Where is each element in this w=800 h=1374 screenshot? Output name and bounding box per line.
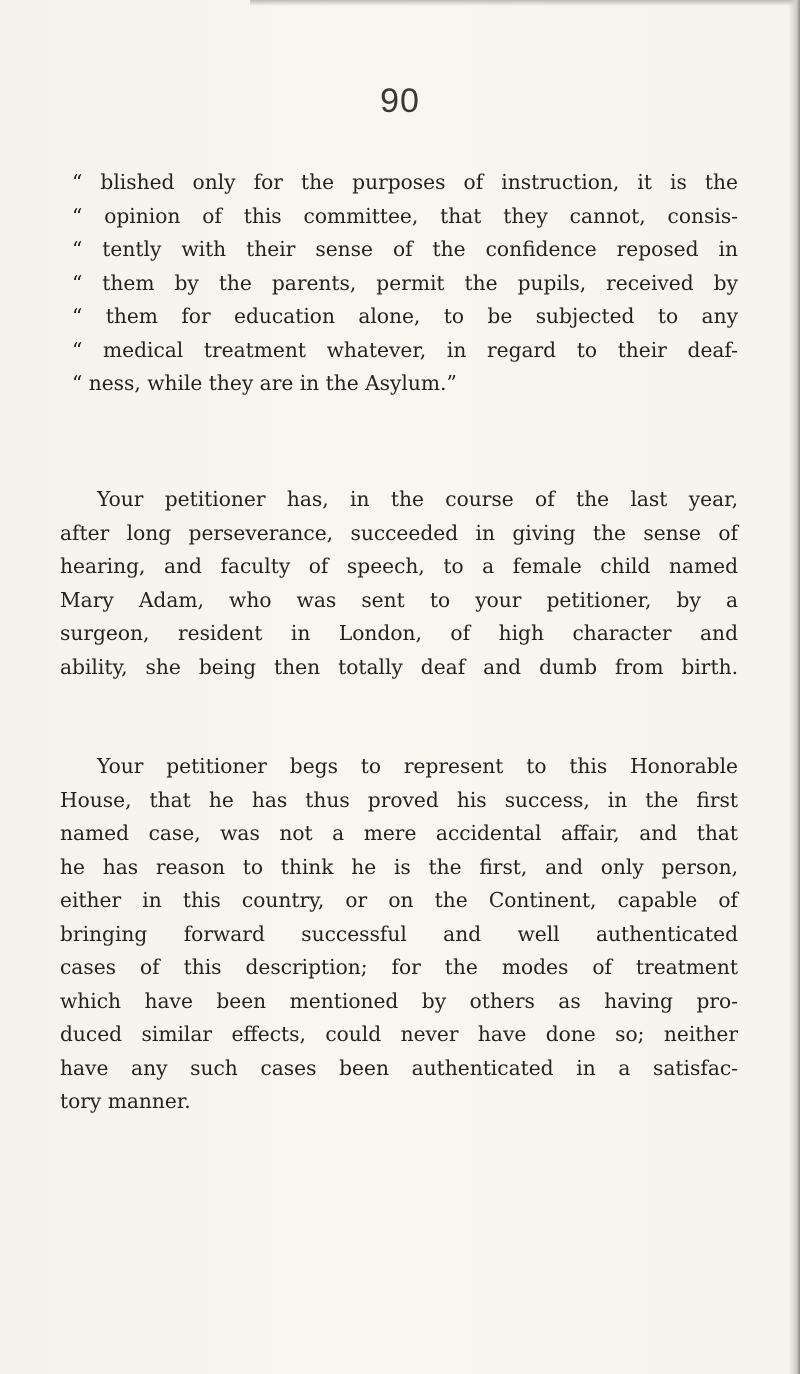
paragraph-petitioner-represents <box>60 750 738 1119</box>
text-line: he has reason to think he is the first, and only person, <box>60 854 738 879</box>
text-line: cases of this description; for the modes of treatment <box>60 955 738 979</box>
text-line: have any such cases been authenticated in a satisfac- <box>60 1055 738 1080</box>
text-line: surgeon, resident in London, of high character and <box>60 621 738 645</box>
text-line: Mary Adam, who was sent to your petitioner, by a <box>60 587 738 612</box>
text-line: which have been mentioned by others as having pro- <box>60 988 738 1013</box>
text-line: House, that he has thus proved his success, in the first <box>60 787 738 812</box>
text-line: Your petitioner has, in the course of the last year, <box>97 487 738 511</box>
page-right-edge <box>788 0 800 1374</box>
text-line: “ blished only for the purposes of instruction, it is the <box>72 170 738 194</box>
text-line: Your petitioner begs to represent to this Honorable <box>97 754 738 778</box>
text-line: tory manner. <box>60 1089 191 1113</box>
text-line: ability, she being then totally deaf and dumb from birth. <box>60 654 738 679</box>
text-line: “ them for education alone, to be subjected to any <box>72 304 738 328</box>
text-line: named case, was not a mere accidental affair, and that <box>60 821 738 845</box>
text-line: duced similar effects, could never have done so; neither <box>60 1022 738 1046</box>
text-line: “ opinion of this committee, that they cannot, consis- <box>72 203 738 228</box>
text-line: “ medical treatment whatever, in regard to their deaf- <box>72 337 738 362</box>
text-line: after long perseverance, succeeded in giving the sense of <box>60 520 738 545</box>
text-line: “ ness, while they are in the Asylum.” <box>72 371 457 395</box>
text-line: “ them by the parents, permit the pupils, received by <box>72 270 738 295</box>
text-line: “ tently with their sense of the confidence reposed in <box>72 237 738 261</box>
page-top-shadow <box>250 0 800 6</box>
paragraph-petitioner-success <box>60 483 738 684</box>
quoted-resolution <box>60 166 738 401</box>
page-number: 90 <box>380 82 420 120</box>
text-line: bringing forward successful and well authenticated <box>60 921 738 946</box>
text-line: hearing, and faculty of speech, to a female child named <box>60 554 738 578</box>
text-line: either in this country, or on the Continent, capable of <box>60 888 738 912</box>
